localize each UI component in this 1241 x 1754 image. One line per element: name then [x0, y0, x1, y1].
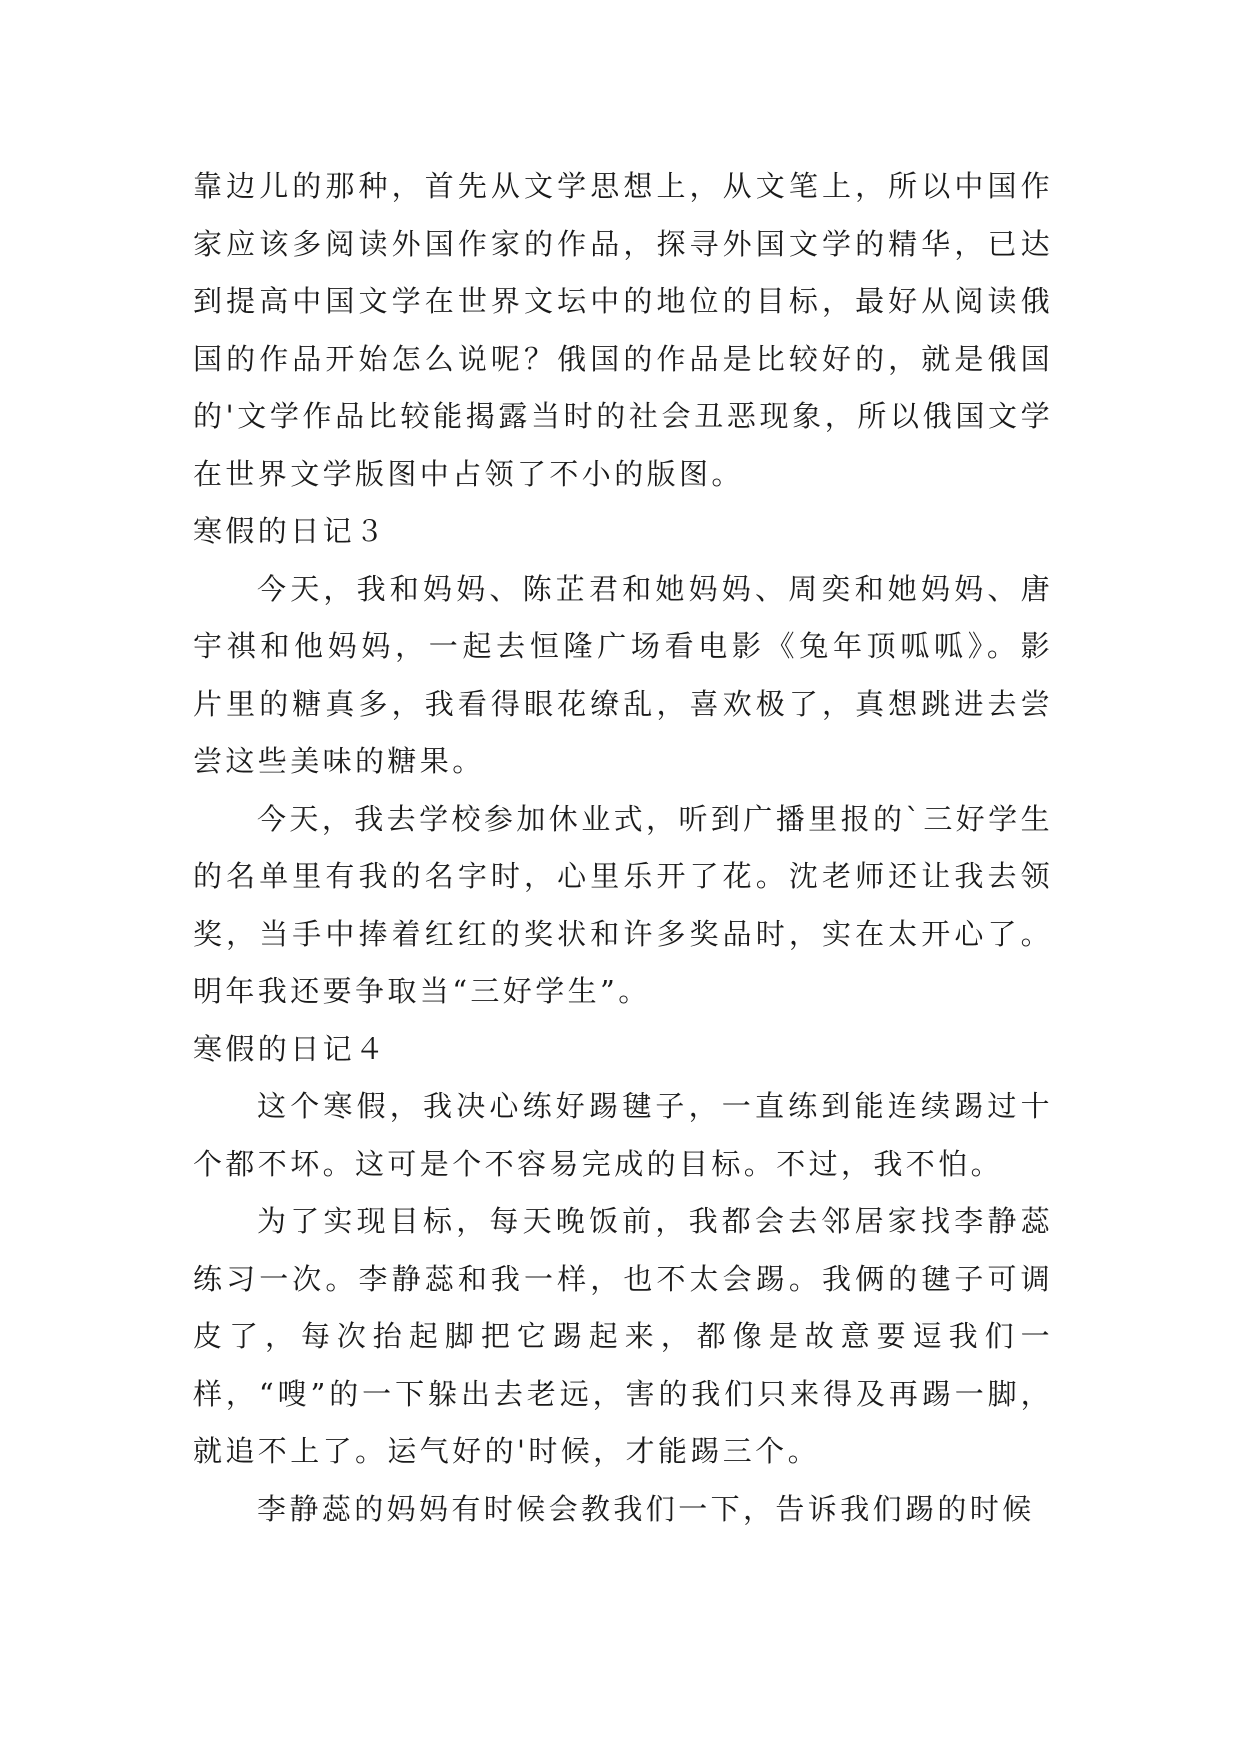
- diary4-paragraph-3: 李静蕊的妈妈有时候会教我们一下，告诉我们踢的时候: [257, 1491, 1035, 1526]
- diary-heading-3: 寒假的日记３: [193, 514, 388, 548]
- diary3-paragraph-2: 今天，我去学校参加休业式，听到广播里报的`三好学生的名单里有我的名字时，心里乐开了花。沈老师还让我去领奖，当手中捧着红红的奖状和许多奖品时，实在太开心了。明年我还要争取当“三好学生”。: [193, 801, 1053, 1008]
- diary3-paragraph-1: 今天，我和妈妈、陈芷君和她妈妈、周奕和她妈妈、唐宇祺和他妈妈，一起去恒隆广场看电影《兔年顶呱呱》。影片里的糖真多，我看得眼花缭乱，喜欢极了，真想跳进去尝尝这些美味的糖果。: [193, 571, 1053, 778]
- diary-heading-4: 寒假的日记４: [193, 1031, 388, 1066]
- paragraph-continued: 靠边儿的那种，首先从文学思想上，从文笔上，所以中国作家应该多阅读外国作家的作品，探寻外国文学的精华，已达到提高中国文学在世界文坛中的地位的目标，最好从阅读俄国的作品开始怎么说呢？俄国的作品是比较好的，就是俄国的'文学作品比较能揭露当时的社会丑恶现象，所以俄国文学在世界文学版图中占领了不小的版图。: [193, 169, 1053, 491]
- diary4-paragraph-1: 这个寒假，我决心练好踢毽子，一直练到能连续踢过十个都不坏。这可是个不容易完成的目标。不过，我不怕。: [193, 1089, 1053, 1181]
- document-body: [193, 158, 1053, 1538]
- diary4-paragraph-2: 为了实现目标，每天晚饭前，我都会去邻居家找李静蕊练习一次。李静蕊和我一样，也不太会踢。我俩的毽子可调皮了，每次抬起脚把它踢起来，都像是故意要逗我们一样，“嗖”的一下躲出去老远，害的我们只来得及再踢一脚，就追不上了。运气好的'时候，才能踢三个。: [193, 1204, 1053, 1468]
